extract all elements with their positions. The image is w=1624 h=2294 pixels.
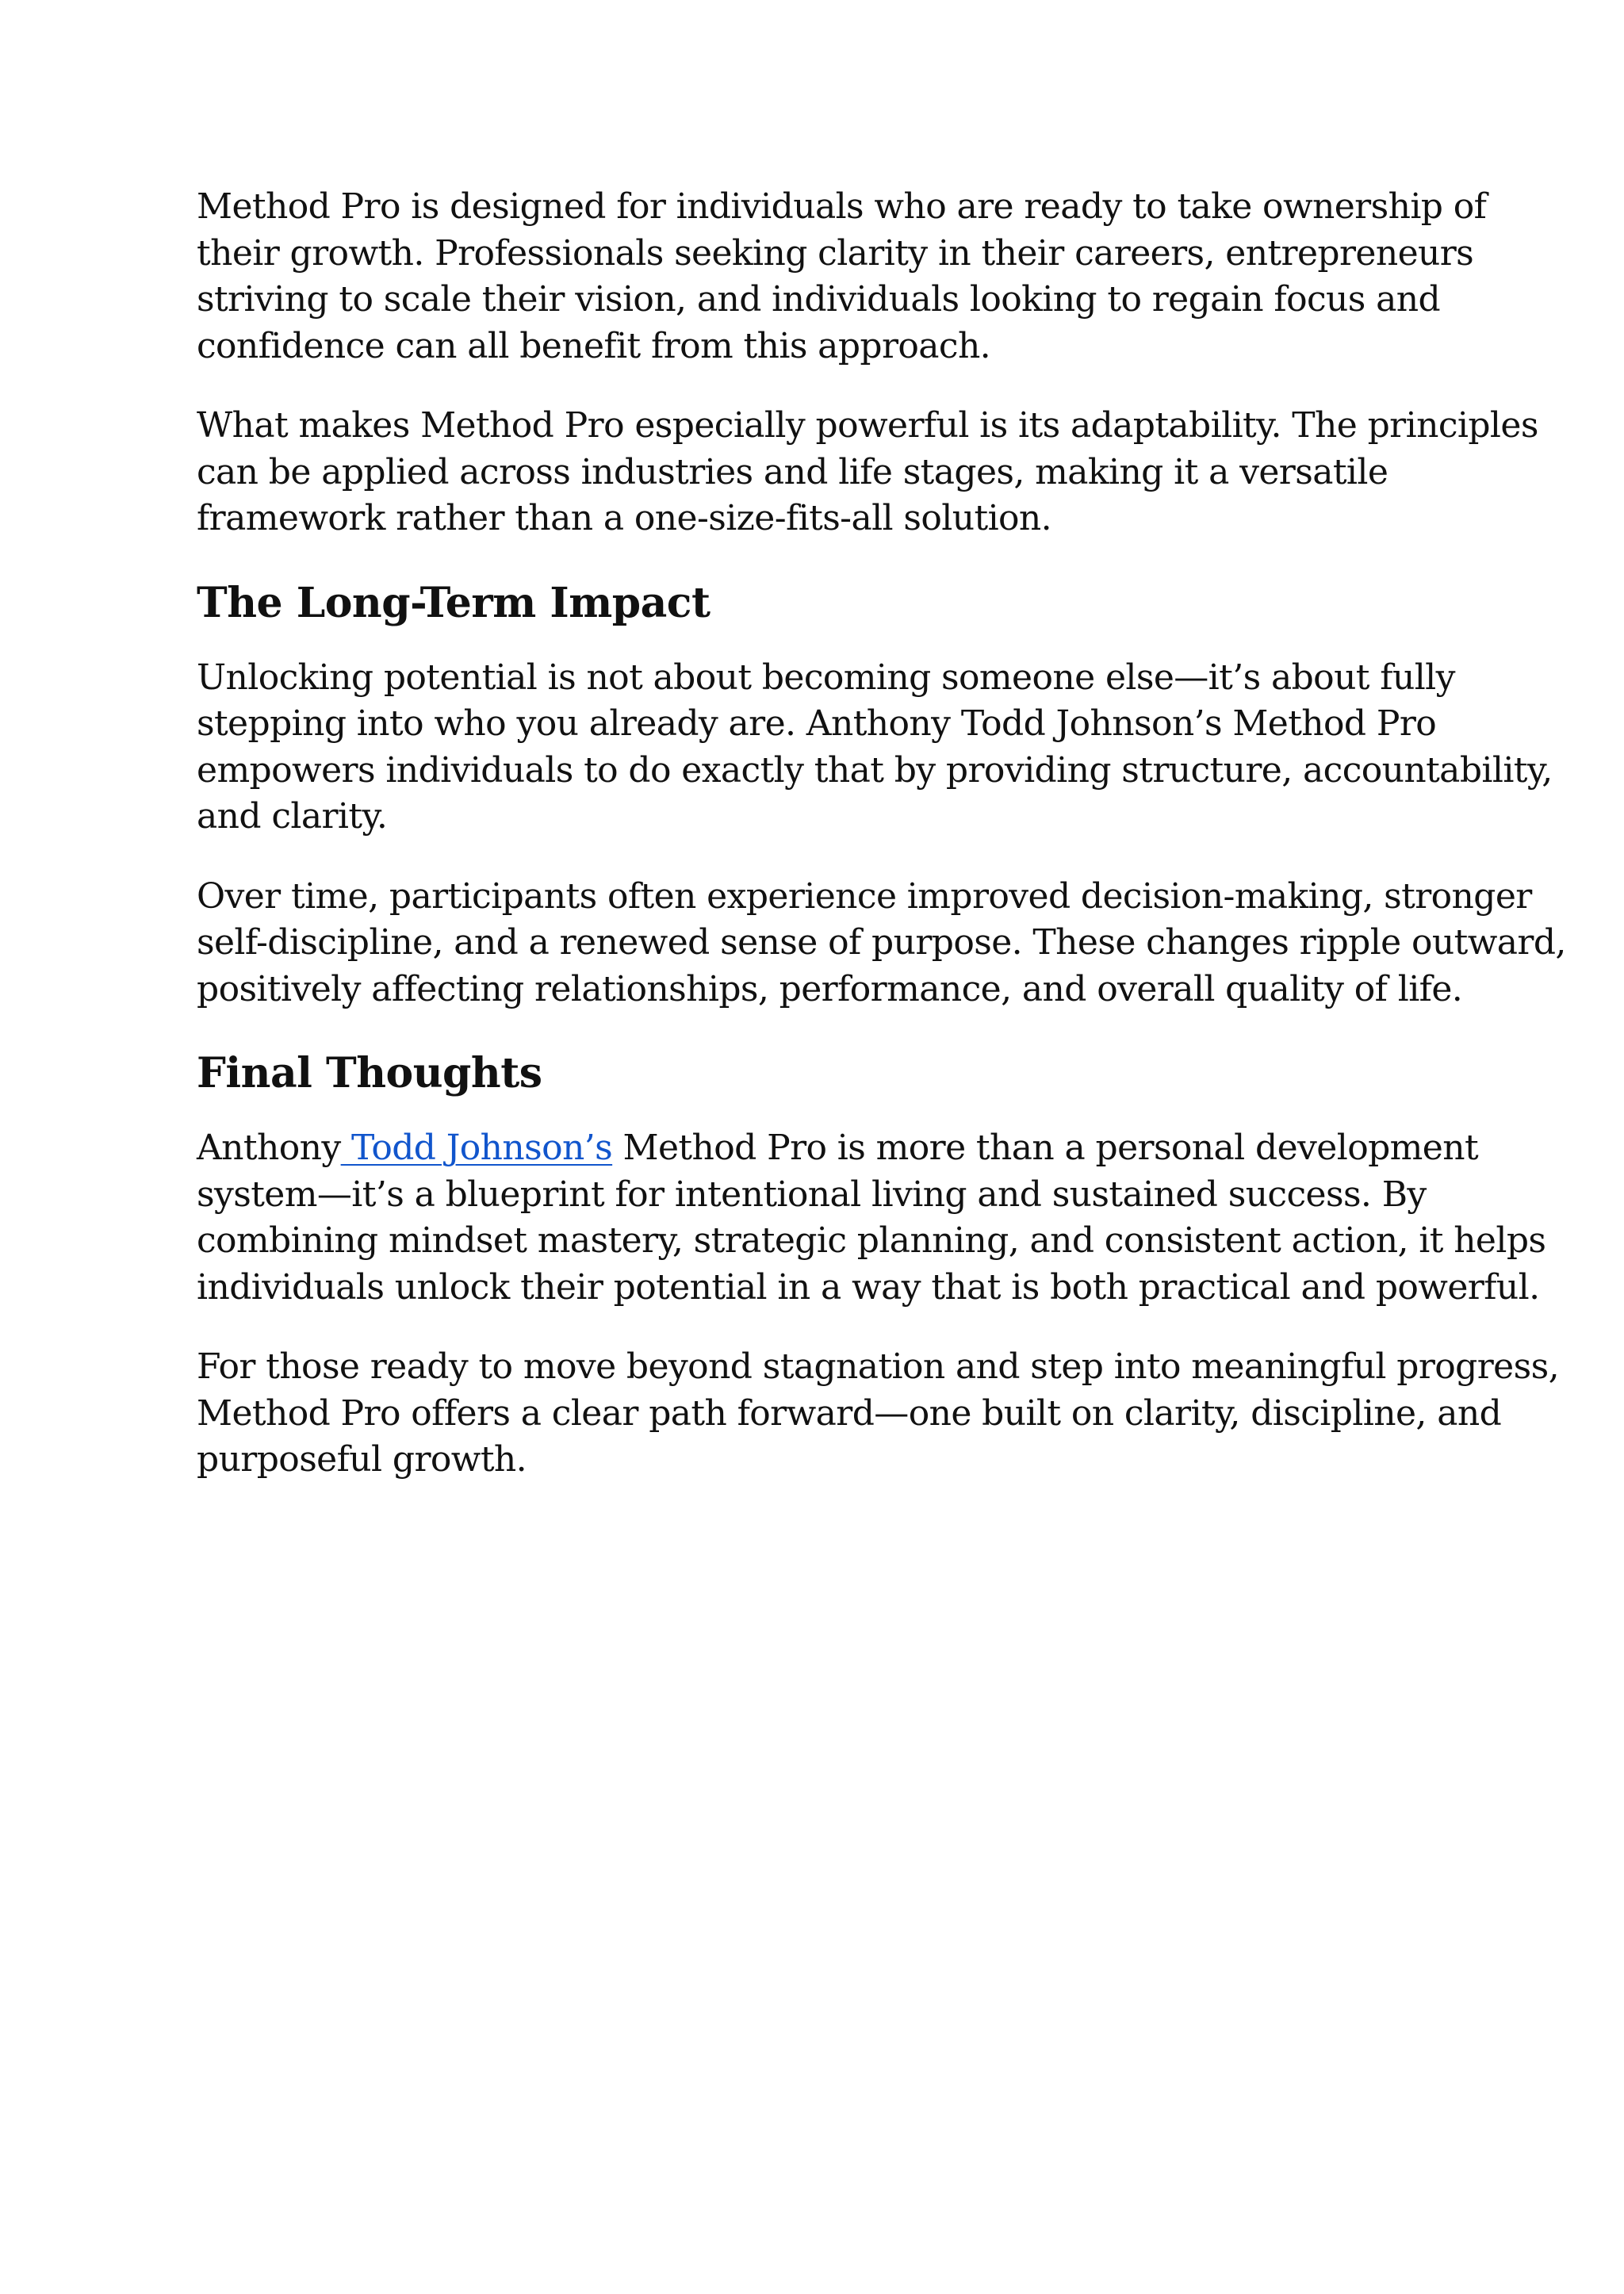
text-line: framework rather than a one-size-fits-all solution. <box>197 498 1052 538</box>
text-line: purposeful growth. <box>197 1439 527 1480</box>
text-line: self-discipline, and a renewed sense of purpose. These changes ripple outward, <box>197 922 1566 963</box>
text-line1-suffix: Method Pro is more than a personal development <box>612 1128 1479 1168</box>
text-line: empowers individuals to do exactly that by providing structure, accountability, <box>197 749 1553 791</box>
document-body <box>197 184 1566 1517</box>
text-line: What makes Method Pro especially powerful is its adaptability. The principles <box>197 405 1538 446</box>
paragraph-method-pro-summary <box>197 1125 1546 1311</box>
text-line: striving to scale their vision, and individuals looking to regain focus and <box>197 279 1441 320</box>
text-line: can be applied across industries and life stages, making it a versatile <box>197 451 1388 492</box>
heading-final-thoughts: Final Thoughts <box>197 1049 542 1097</box>
text-line: system—it’s a blueprint for intentional living and sustained success. By <box>197 1174 1427 1215</box>
text-line: positively affecting relationships, performance, and overall quality of life. <box>197 968 1463 1009</box>
text-line: Unlocking potential is not about becoming someone else—it’s about fully <box>197 657 1455 698</box>
text-line: Method Pro is designed for individuals who are ready to take ownership of <box>197 186 1487 227</box>
text-line: For those ready to move beyond stagnation and step into meaningful progress, <box>197 1346 1559 1387</box>
text-line: stepping into who you already are. Anthony Todd Johnson’s Method Pro <box>197 703 1437 744</box>
text-line: Method Pro offers a clear path forward—one built on clarity, discipline, and <box>197 1392 1502 1434</box>
text-line: confidence can all benefit from this approach. <box>197 325 991 366</box>
text-line: Over time, participants often experience improved decision-making, stronger <box>197 875 1532 917</box>
text-line: combining mindset mastery, strategic planning, and consistent action, it helps <box>197 1220 1546 1261</box>
text-line: and clarity. <box>197 796 388 837</box>
paragraph-unlocking-potential <box>197 655 1553 841</box>
text-line: their growth. Professionals seeking clarity in their careers, entrepreneurs <box>197 232 1474 274</box>
paragraph-over-time <box>197 874 1566 1013</box>
todd-johnson-link[interactable]: Todd Johnson’s <box>340 1128 613 1168</box>
heading-long-term-impact: The Long-Term Impact <box>197 578 710 627</box>
text-anthony: Anthony <box>197 1128 341 1168</box>
text-line <box>197 1125 1479 1172</box>
paragraph-adaptability <box>197 403 1538 542</box>
text-line: individuals unlock their potential in a way that is both practical and powerful. <box>197 1266 1540 1308</box>
paragraph-path-forward <box>197 1344 1559 1484</box>
paragraph-who-it-is-for <box>197 184 1487 370</box>
